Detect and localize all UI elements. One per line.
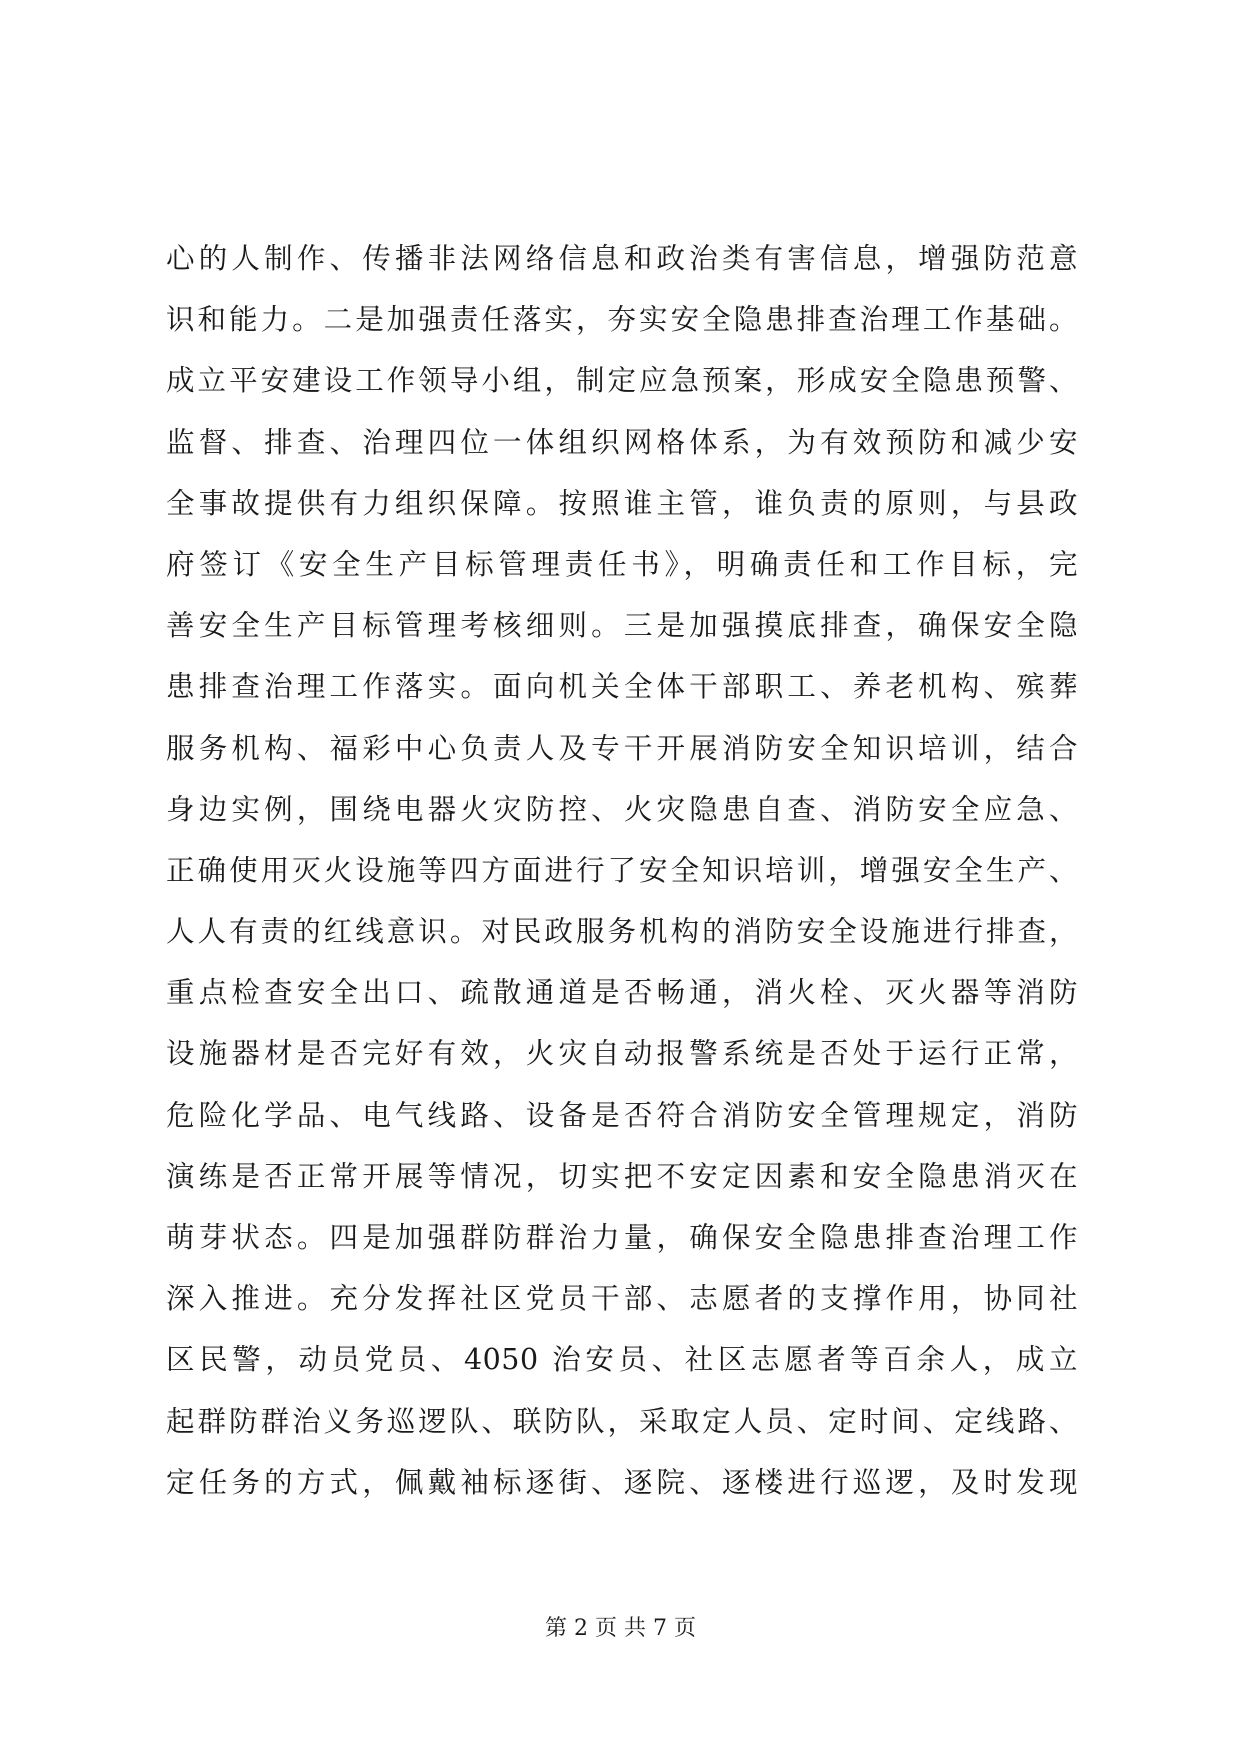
- text-line: 区民警，动员党员、4050 治安员、社区志愿者等百余人，成立: [166, 1343, 1078, 1377]
- text-line: 身边实例，围绕电器火灾防控、火灾隐患自查、消防安全应急、: [166, 792, 1078, 826]
- text-line: 监督、排查、治理四位一体组织网格体系，为有效预防和减少安: [166, 425, 1078, 459]
- text-line: 成立平安建设工作领导小组，制定应急预案，形成安全隐患预警、: [166, 364, 1078, 398]
- text-line: 善安全生产目标管理考核细则。三是加强摸底排查，确保安全隐: [166, 609, 1078, 643]
- text-line: 全事故提供有力组织保障。按照谁主管，谁负责的原则，与县政: [166, 486, 1078, 520]
- text-line: 服务机构、福彩中心负责人及专干开展消防安全知识培训，结合: [166, 731, 1078, 765]
- text-line: 重点检查安全出口、疏散通道是否畅通，消火栓、灭火器等消防: [166, 976, 1078, 1010]
- text-line: 心的人制作、传播非法网络信息和政治类有害信息，增强防范意: [166, 242, 1078, 275]
- text-line: 人人有责的红线意识。对民政服务机构的消防安全设施进行排查，: [166, 915, 1078, 949]
- text-line: 患排查治理工作落实。面向机关全体干部职工、养老机构、殡葬: [166, 670, 1078, 704]
- text-line: 起群防群治义务巡逻队、联防队，采取定人员、定时间、定线路、: [166, 1404, 1078, 1438]
- body-text: [166, 228, 1078, 1513]
- text-line: 萌芽状态。四是加强群防群治力量，确保安全隐患排查治理工作: [166, 1221, 1078, 1254]
- text-line: 深入推进。充分发挥社区党员干部、志愿者的支撑作用，协同社: [166, 1282, 1078, 1316]
- text-line: 识和能力。二是加强责任落实，夯实安全隐患排查治理工作基础。: [166, 303, 1078, 337]
- text-line: 正确使用灭火设施等四方面进行了安全知识培训，增强安全生产、: [166, 853, 1078, 887]
- text-line: 定任务的方式，佩戴袖标逐街、逐院、逐楼进行巡逻，及时发现: [166, 1465, 1078, 1499]
- page-number-footer: 第 2 页 共 7 页: [545, 1616, 696, 1641]
- text-line: 府签订《安全生产目标管理责任书》，明确责任和工作目标，完: [166, 547, 1078, 581]
- text-line: 演练是否正常开展等情况，切实把不安定因素和安全隐患消灭在: [166, 1159, 1078, 1193]
- text-line: 危险化学品、电气线路、设备是否符合消防安全管理规定，消防: [166, 1098, 1078, 1132]
- text-line: 设施器材是否完好有效，火灾自动报警系统是否处于运行正常，: [166, 1037, 1078, 1071]
